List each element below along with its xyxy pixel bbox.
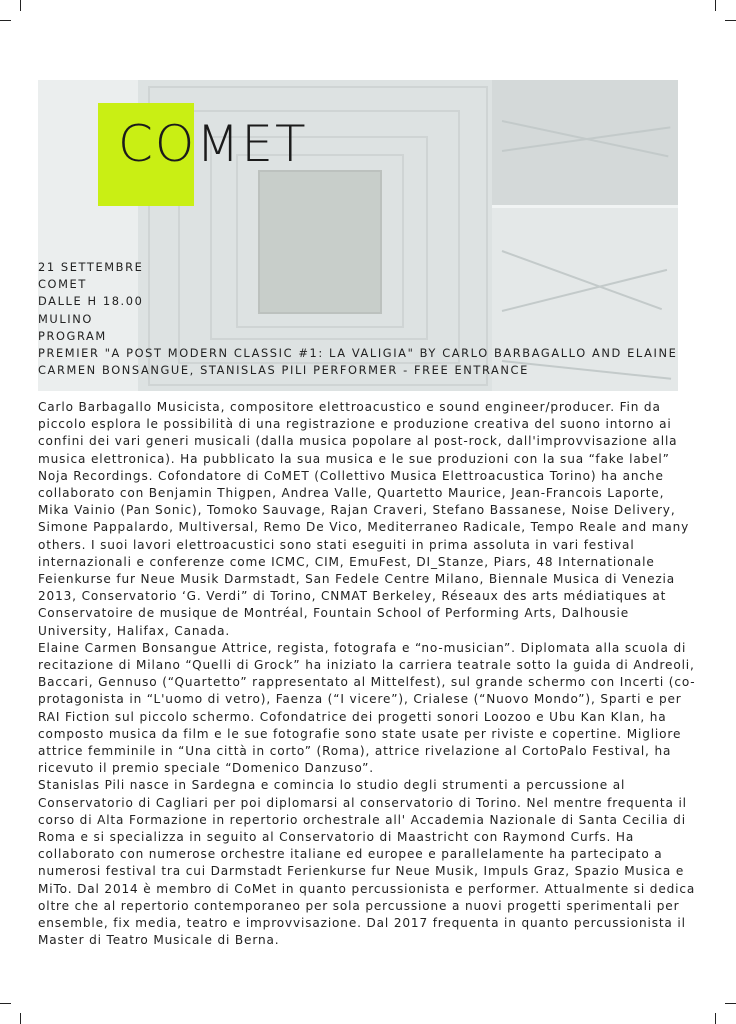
crop-mark	[715, 0, 716, 11]
event-date: 21 SETTEMBRE	[38, 260, 144, 274]
event-details	[38, 259, 678, 379]
bio-elaine-carmen-bonsangue: Elaine Carmen Bonsangue Attrice, regista, fotografa e “no-musician”. Diplomata alla scuola di recitazione di Milano “Quelli di Grock” ha iniziato la carriera teatrale sotto la guida di Andreoli, Baccari, Gennuso (“Quartetto” rappresentato al Mittelfest), sul grande schermo con Incerti (co-protagonista in “L'uomo di vetro), Faenza (“I vicere”), Crialese (“Nuovo Mondo”), Sparti e per RAI Fiction sul piccolo schermo. Cofondatrice dei progetti sonori Loozoo e Ubu Kan Klan, ha composto musica da film e le sue fotografie sono state usate per riviste e copertine. Migliore attrice femminile in “Una città in corto” (Roma), attrice rivelazione al CortoPalo Festival, ha ricevuto il premio speciale “Domenico Danzuso”.	[38, 640, 696, 776]
event-program-line-2: CARMEN BONSANGUE, STANISLAS PILI PERFORMER - FREE ENTRANCE	[38, 363, 529, 378]
bio-stanislas-pili: Stanislas Pili nasce in Sardegna e comincia lo studio degli strumenti a percussione al Conservatorio di Cagliari per poi diplomarsi al conservatorio di Torino. Nel mentre frequenta il corso di Alta Formazione in repertorio orchestrale all' Accademia Nazionale di Santa Cecilia di Roma e si specializza in seguito al Conservatorio di Maastricht con Raymond Curfs. Ha collaborato con numerose orchestre italiane ed europee e parallelamente ha partecipato a numerosi festival tra cui Darmstadt Ferienkurse fur Neue Musik, Impuls Graz, Spazio Musica e MiTo. Dal 2014 è membro di CoMet in quanto percussionista e performer. Attualmente si dedica oltre che al repertorio contemporaneo per sola percussione a nuovi progetti sperimentali per ensemble, fix media, teatro e improvvisazione. Dal 2017 frequenta in quanto percussionista il Master di Teatro Musicale di Berna.	[38, 778, 696, 948]
crop-mark	[0, 20, 11, 21]
bio-carlo-barbagallo: Carlo Barbagallo Musicista, compositore elettroacustico e sound engineer/producer. Fin da piccolo esplora le possibilità di una registrazione e produzione creativa del suono intorno ai confini dei vari generi musicali (dalla musica popolare al post-rock, dall'improvvisazione alla musica elettronica). Ha pubblicato la sua musica e le sue produzioni con la sua “fake label” Noja Recordings. Cofondatore di CoMET (Collettivo Musica Elettroacustica Torino) ha anche collaborato con Benjamin Thigpen, Andrea Valle, Quartetto Maurice, Jean-Francois Laporte, Mika Vainio (Pan Sonic), Tomoko Sauvage, Rajan Craveri, Stefano Bassanese, Noise Delivery, Simone Pappalardo, Multiversal, Remo De Vico, Mediterraneo Radicale, Tempo Reale and many others. I suoi lavori elettroacustici sono stati eseguiti in prima assoluta in vari festival internazionali e conferenze come ICMC, CIM, EmuFest, DI_Stanze, Piars, 48 Internationale Feienkurse fur Neue Musik Darmstadt, San Fedele Centre Milano, Biennale Musica di Venezia 2013, Conservatorio ‘G. Verdi” di Torino, CNMAT Berkeley, Réseaux des arts médiatiques at Conservatoire de musique de Montréal, Fountain School of Performing Arts, Dalhousie University, Halifax, Canada.	[38, 400, 690, 638]
crop-mark	[725, 1003, 736, 1004]
bio-section	[38, 399, 696, 950]
page-title: COMET	[118, 115, 308, 173]
crop-mark	[715, 1013, 716, 1024]
event-venue: MULINO	[38, 311, 93, 326]
event-program-label: PROGRAM	[38, 328, 107, 343]
event-organizer: COMET	[38, 277, 87, 292]
crop-mark	[725, 20, 736, 21]
crop-mark	[0, 1003, 11, 1004]
event-time: DALLE H 18.00	[38, 294, 144, 309]
event-program-line-1: PREMIER "A POST MODERN CLASSIC #1: LA VALIGIA" BY CARLO BARBAGALLO AND ELAINE	[38, 346, 678, 361]
crop-mark	[20, 1013, 21, 1024]
crop-mark	[20, 0, 21, 11]
